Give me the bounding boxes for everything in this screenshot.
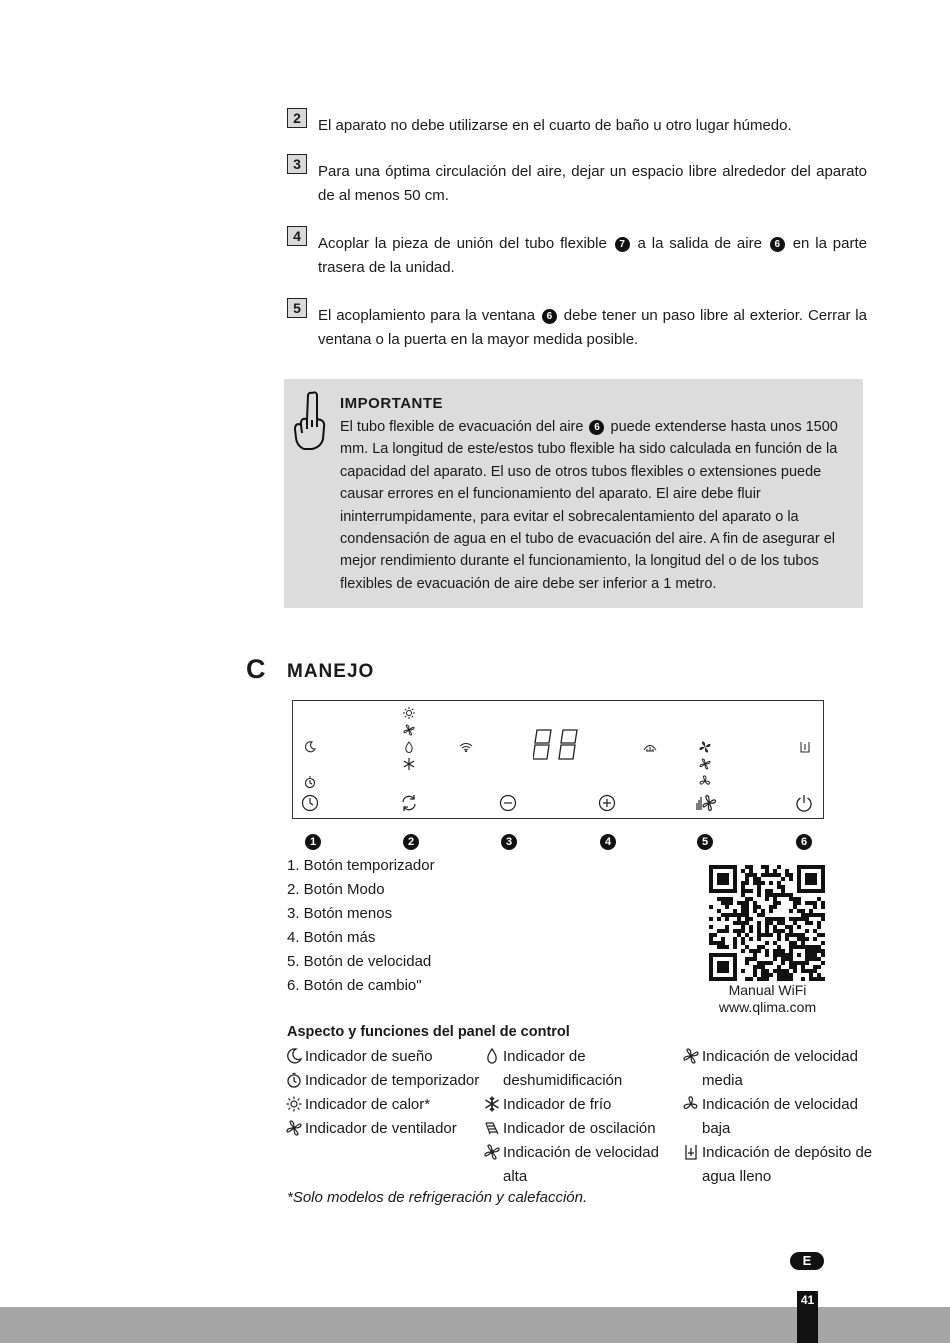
button-list	[287, 854, 435, 998]
button-number-3: 3	[501, 834, 517, 850]
list-item	[683, 1093, 873, 1141]
function-label: Indicador de sueño	[305, 1048, 433, 1065]
function-label: Indicación de velocidad baja	[702, 1096, 858, 1137]
moon-icon	[286, 1048, 302, 1064]
step-text: Para una óptima circulación del aire, dejar un espacio libre alrededor del aparato de al menos 50 cm.	[318, 163, 867, 204]
list-item	[484, 1117, 679, 1141]
step-text	[318, 232, 867, 280]
step-3	[287, 156, 867, 208]
fan-medium-icon	[683, 1048, 699, 1064]
qr-caption	[700, 982, 835, 1016]
step-text-part: a la salida de aire	[637, 235, 762, 252]
button-number-2: 2	[403, 834, 419, 850]
snowflake-icon	[403, 758, 415, 770]
qr-caption-url[interactable]: www.qlima.com	[718, 999, 817, 1015]
list-item: 2. Botón Modo	[287, 881, 385, 898]
button-number-5: 5	[697, 834, 713, 850]
water-tank-icon	[683, 1144, 699, 1160]
wifi-icon	[459, 742, 473, 752]
sun-icon	[286, 1096, 302, 1112]
step-text-part: en la parte trasera de la unidad.	[318, 235, 867, 276]
list-item	[484, 1045, 679, 1093]
function-label: Indicador de temporizador	[305, 1072, 480, 1089]
list-item: 5. Botón de velocidad	[287, 953, 432, 970]
language-badge: E	[790, 1252, 824, 1270]
list-item: 4. Botón más	[287, 929, 376, 946]
seven-segment-display	[533, 728, 583, 762]
list-item	[286, 1045, 481, 1069]
important-body	[340, 416, 858, 595]
function-label: Indicador de ventilador	[305, 1120, 457, 1137]
step-text-part: El acoplamiento para la ventana	[318, 307, 536, 324]
section-letter: C	[246, 654, 266, 684]
reference-number: 6	[542, 309, 557, 324]
reference-number: 6	[770, 237, 785, 252]
list-item	[484, 1093, 679, 1117]
step-text-part: debe tener un paso libre al exterior. Cerrar la ventana o la puerta en la mayor medida posible.	[318, 307, 867, 348]
step-number: 3	[287, 154, 307, 174]
function-label: Indicación de velocidad media	[702, 1048, 858, 1089]
page-number: 41	[797, 1291, 818, 1343]
droplet-icon	[403, 741, 415, 753]
snowflake-icon	[484, 1096, 500, 1112]
functions-column-1	[286, 1045, 481, 1141]
function-label: Indicador de calor*	[305, 1096, 431, 1113]
fan-low-icon	[683, 1096, 699, 1112]
function-label: Indicación de velocidad alta	[503, 1144, 659, 1185]
list-item	[484, 1141, 679, 1189]
function-label: Indicador de frío	[503, 1096, 612, 1113]
list-item	[286, 1069, 481, 1093]
water-tank-icon	[800, 741, 810, 753]
functions-title: Aspecto y funciones del panel de control	[287, 1024, 570, 1040]
oscillation-icon	[643, 741, 657, 753]
plus-button[interactable]	[598, 794, 616, 812]
function-label: Indicador de oscilación	[503, 1120, 656, 1137]
step-text	[318, 304, 867, 352]
reference-number: 6	[589, 420, 604, 435]
list-item: 3. Botón menos	[287, 905, 393, 922]
pointing-hand-icon	[290, 389, 330, 453]
step-number: 5	[287, 298, 307, 318]
function-label: Indicador de deshumidificación	[503, 1048, 623, 1089]
list-item	[683, 1045, 873, 1093]
fan-high-icon	[484, 1144, 500, 1160]
step-number: 4	[287, 226, 307, 246]
list-item: 6. Botón de cambio"	[287, 977, 422, 994]
footnote: *Solo modelos de refrigeración y calefacción.	[287, 1189, 588, 1206]
control-panel	[292, 700, 824, 819]
step-4	[287, 228, 867, 280]
list-item	[286, 1117, 481, 1141]
timer-button[interactable]	[301, 794, 319, 812]
fan-low-icon	[699, 775, 711, 787]
step-text: El aparato no debe utilizarse en el cuarto de baño u otro lugar húmedo.	[318, 117, 792, 134]
functions-column-3	[683, 1045, 873, 1189]
step-2	[287, 110, 867, 138]
button-number-1: 1	[305, 834, 321, 850]
button-number-6: 6	[796, 834, 812, 850]
fan-icon	[286, 1120, 302, 1136]
functions-column-2	[484, 1045, 679, 1189]
important-title: IMPORTANTE	[340, 395, 444, 412]
list-item	[683, 1141, 873, 1189]
oscillation-icon	[484, 1120, 500, 1136]
step-text-part: Acoplar la pieza de unión del tubo flexible	[318, 235, 607, 252]
timer-icon	[304, 776, 316, 788]
list-item: 1. Botón temporizador	[287, 857, 435, 874]
qr-code[interactable]	[709, 865, 825, 981]
mode-button[interactable]	[400, 794, 418, 812]
step-5	[287, 300, 867, 352]
function-label: Indicación de depósito de agua lleno	[702, 1144, 873, 1185]
important-text-part: puede extenderse hasta unos 1500 mm. La longitud de este/estos tubo flexible ha sido calculada en función de la capacidad del aparato. El uso de otros tubos flexibles o extensiones puede causar errores en el funcionamiento del aparato. El aire debe fluir ininterrumpidamente, para evitar el sobrecalentamiento del aparato o la condensación de agua en el tubo de evacuación del aire. A fin de asegurar el mejor rendimiento durante el funcionamiento, la longitud del o de los tubos flexibles de evacuación de aire debe ser inferior a 1 metro.	[340, 419, 838, 592]
step-number: 2	[287, 108, 307, 128]
qr-caption-title: Manual WiFi	[728, 982, 807, 998]
droplet-icon	[484, 1048, 500, 1064]
list-item	[286, 1093, 481, 1117]
fan-medium-icon	[699, 758, 711, 770]
fan-speed-button[interactable]	[696, 794, 716, 812]
fan-high-icon	[699, 741, 711, 753]
reference-number: 7	[615, 237, 630, 252]
important-notice	[284, 379, 863, 608]
fan-icon	[403, 724, 415, 736]
button-number-4: 4	[600, 834, 616, 850]
minus-button[interactable]	[499, 794, 517, 812]
power-button[interactable]	[795, 794, 813, 812]
sun-icon	[403, 707, 415, 719]
moon-icon	[304, 741, 316, 753]
timer-icon	[286, 1072, 302, 1088]
important-text-part: El tubo flexible de evacuación del aire	[340, 419, 584, 435]
section-title: MANEJO	[287, 661, 375, 682]
